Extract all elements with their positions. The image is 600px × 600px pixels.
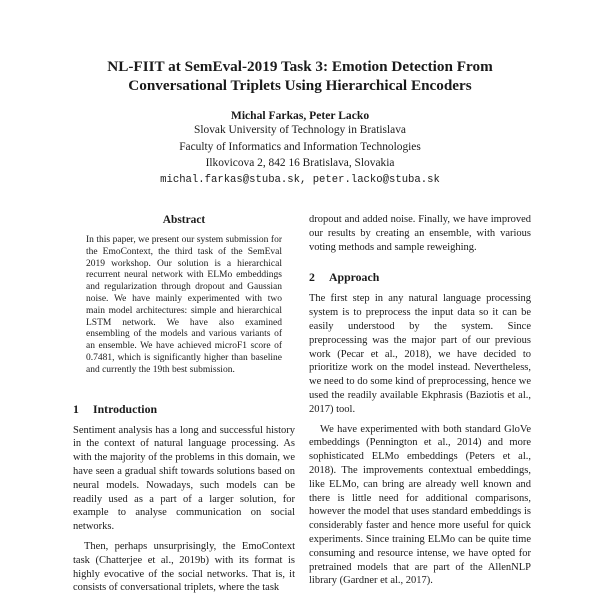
author-emails: michal.farkas@stuba.sk, peter.lacko@stuba.sk <box>160 173 440 186</box>
title-line-2: Conversational Triplets Using Hierarchical Encoders <box>128 77 472 94</box>
introduction-paragraph-1: Sentiment analysis has a long and successful history in the context of natural language processing. As with the majority of the problems in this domain, we have seen a gradual shift towards solutions based on neural models. Nowadays, such models can be readily used as a part of a larger solution, for example to analyse communication on social networks. <box>73 424 295 533</box>
authors: Michal Farkas, Peter Lacko <box>230 109 370 122</box>
approach-heading <box>309 270 531 284</box>
right-column-continuation: dropout and added noise. Finally, we have improved our results by creating an ensemble, with various voting methods and sample reweighing. <box>309 214 531 253</box>
introduction-title: Introduction <box>93 401 158 416</box>
affiliation-university: Slovak University of Technology in Bratislava <box>194 124 406 136</box>
left-column <box>73 213 295 595</box>
affiliation-block <box>40 122 560 188</box>
affiliation-address: Ilkovicova 2, 842 16 Bratislava, Slovakia <box>205 157 395 169</box>
introduction-number: 1 <box>73 401 79 416</box>
right-column <box>309 213 531 588</box>
abstract-body: In this paper, we present our system submission for the EmoContext, the third task of the SemEval 2019 workshop. Our solution is a hierarchical recurrent neural network with ELMo embeddings and regularization through dropout and Gaussian noise. We have mainly experimented with two main model architectures: simple and hierarchical LSTM network. We have also examined ensembling of the models and various variants of an ensemble. We have achieved microF1 score of 0.7481, which is significantly higher than baseline and currently the 19th best submission. <box>86 235 282 375</box>
title-line-1: NL-FIIT at SemEval-2019 Task 3: Emotion Detection From <box>107 58 493 75</box>
abstract-heading: Abstract <box>162 214 206 226</box>
approach-paragraph-2: We have experimented with both standard GloVe embeddings (Pennington et al., 2014) and more sophisticated ELMo embeddings (Peters et al., 2018). The improvements contextual embeddings, like ELMo, can bring are already well known and there is little need for additional comparisons, however the model that uses standard embeddings is considerably faster and hence more useful for quick experiments. Since training ELMo can be quite time consuming and resource intense, we have opted for pretrained models that are part of the AllenNLP library (Gardner et al., 2017). <box>309 423 531 587</box>
affiliation-faculty: Faculty of Informatics and Information Technologies <box>179 140 421 153</box>
introduction-heading <box>73 402 295 416</box>
paper-title <box>40 57 560 95</box>
approach-title: Approach <box>329 270 380 285</box>
introduction-paragraph-2: Then, perhaps unsurprisingly, the EmoContext task (Chatterjee et al., 2019b) with its format is highly evocative of the social networks. That is, it consists of conversational triplets, where the task <box>73 540 295 594</box>
approach-number: 2 <box>309 270 315 285</box>
approach-paragraph-1: The first step in any natural language processing system is to preprocess the input data so it can be easily understood by the system. Since preprocessing was the major part of our previous work (Pecar et al., 2018), we have decided to prioritize work on the model instead. Nevertheless, we need to do some kind of preprocessing, hence we used the readily available Ekphrasis (Baziotis et al., 2017) tool. <box>309 293 531 415</box>
